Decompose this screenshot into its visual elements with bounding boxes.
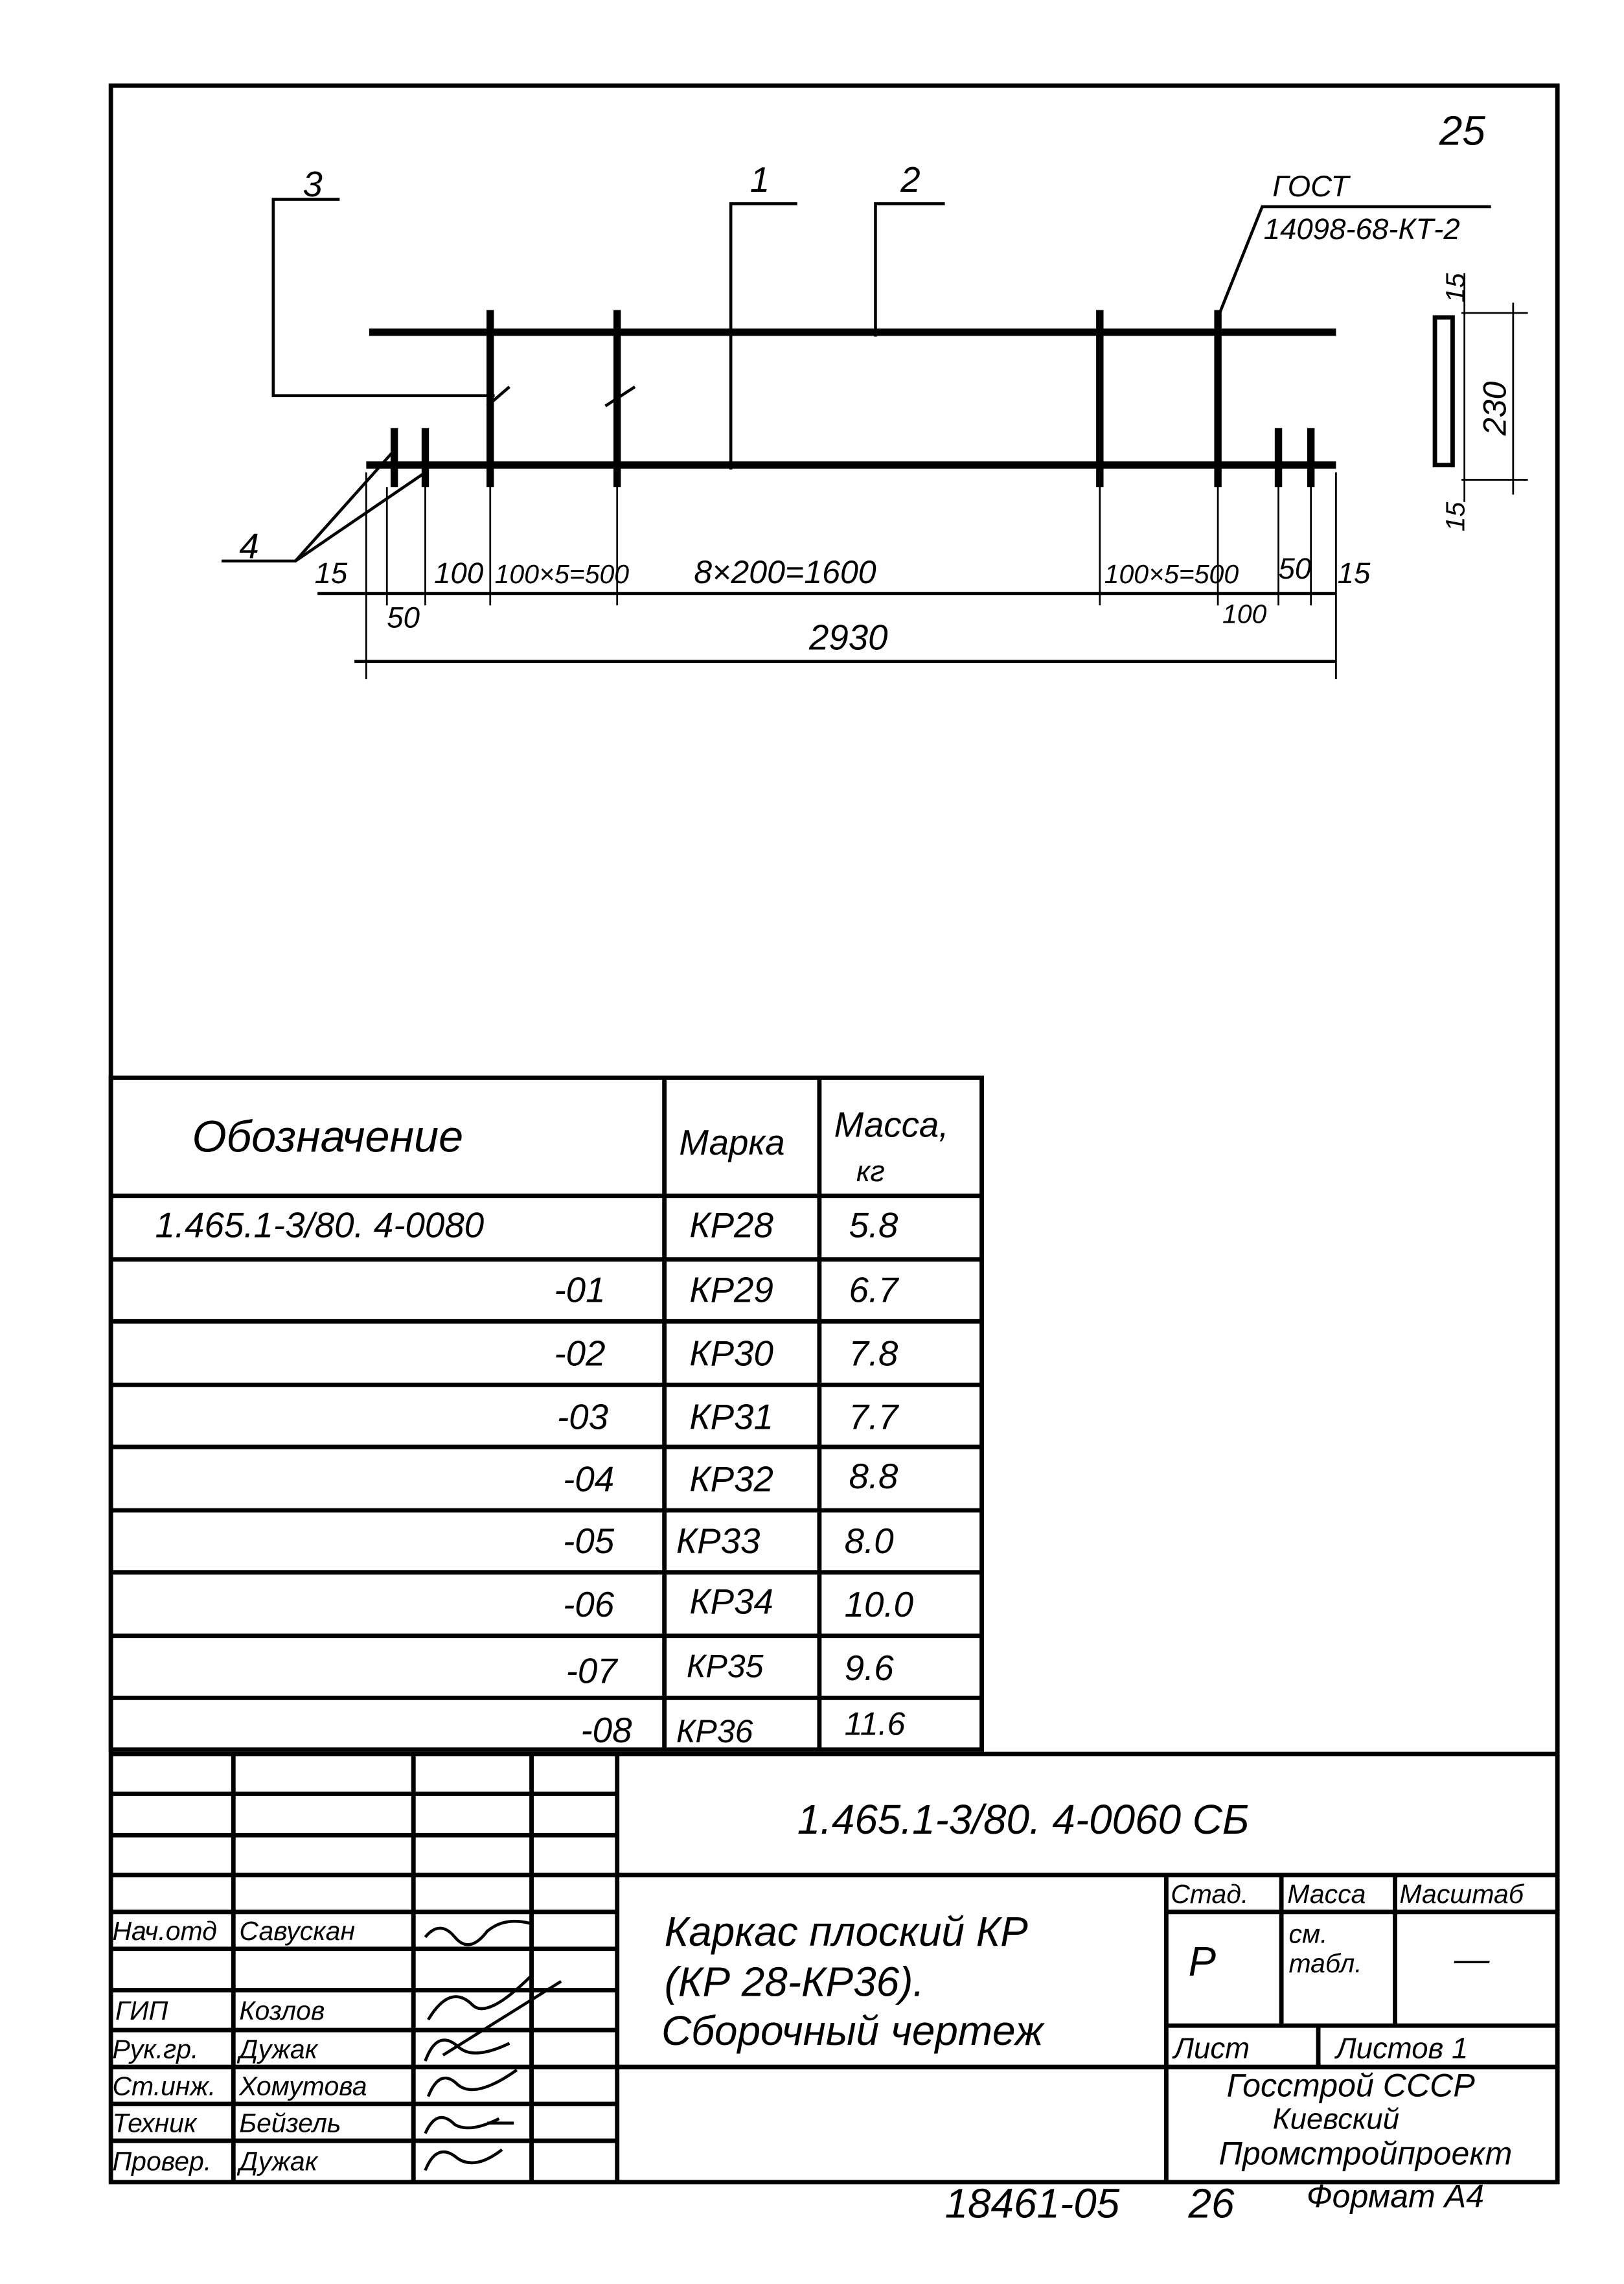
org-line-3: Промстройпроект xyxy=(1218,2135,1513,2172)
dim-100-left: 100 xyxy=(434,557,484,590)
signature-name: Козлов xyxy=(239,1996,325,2026)
row-mark: КР30 xyxy=(689,1333,773,1374)
sheet-label: Лист xyxy=(1173,2031,1250,2065)
row-mark: КР34 xyxy=(689,1581,773,1622)
spec-table xyxy=(111,1078,981,1749)
callout-2: 2 xyxy=(900,159,921,200)
row-mass: 7.7 xyxy=(849,1396,898,1437)
signature-role: ГИП xyxy=(115,1996,168,2026)
frame-drawing xyxy=(222,159,1491,566)
mass-value-2: табл. xyxy=(1288,1948,1362,1979)
signature-role: Провер. xyxy=(112,2146,212,2176)
sheet-number: 25 xyxy=(1439,107,1485,154)
signature-role: Нач.отд xyxy=(112,1916,217,1946)
signature-role: Техник xyxy=(112,2108,197,2138)
row-designation: -05 xyxy=(563,1521,615,1562)
title-line-2: (КР 28-КР36). xyxy=(664,1958,925,2005)
header-mass-unit: кг xyxy=(856,1154,885,1188)
row-designation: -08 xyxy=(580,1709,632,1750)
row-designation: -02 xyxy=(554,1333,606,1374)
document-code: 1.465.1-3/80. 4-0060 СБ xyxy=(797,1796,1250,1843)
signature-name: Дужак xyxy=(239,2034,318,2064)
row-mark: КР28 xyxy=(689,1205,773,1245)
callout-3: 3 xyxy=(303,164,323,205)
section-view xyxy=(1435,273,1528,531)
section-dim-bottom: 15 xyxy=(1440,502,1470,532)
row-mass: 8.8 xyxy=(849,1455,898,1496)
archive-number: 18461-05 xyxy=(944,2180,1120,2227)
dim-50-left: 50 xyxy=(387,601,420,634)
signature-scribbles xyxy=(426,1921,562,2170)
row-designation: -06 xyxy=(563,1584,615,1625)
callout-1: 1 xyxy=(749,159,770,200)
row-mass: 7.8 xyxy=(849,1333,898,1374)
dim-15-left: 15 xyxy=(314,557,348,590)
row-mark: КР35 xyxy=(686,1648,764,1685)
paper-format: Формат А4 xyxy=(1306,2178,1485,2215)
scale-label: Масштаб xyxy=(1399,1879,1524,1909)
row-designation: -04 xyxy=(563,1459,615,1499)
signature-role: Ст.инж. xyxy=(112,2071,216,2101)
scale-value: — xyxy=(1454,1938,1490,1979)
mass-value-1: см. xyxy=(1288,1919,1328,1949)
callout-4: 4 xyxy=(239,525,259,566)
row-mark: КР32 xyxy=(689,1459,773,1499)
title-line-3: Сборочный чертеж xyxy=(661,2007,1044,2054)
leader-3 xyxy=(273,200,495,396)
row-designation: -01 xyxy=(554,1269,606,1310)
footer-page: 26 xyxy=(1188,2180,1235,2227)
row-designation: -03 xyxy=(557,1396,609,1437)
row-designation: -07 xyxy=(566,1650,617,1691)
stage-label: Стад. xyxy=(1171,1879,1249,1909)
title-block xyxy=(111,1754,1557,2182)
row-mass: 11.6 xyxy=(844,1705,906,1742)
signature-name: Хомутова xyxy=(239,2071,367,2101)
signature-name: Дужак xyxy=(239,2146,318,2176)
row-mass: 5.8 xyxy=(849,1205,898,1245)
dim-15-right: 15 xyxy=(1337,557,1371,590)
row-mass: 9.6 xyxy=(844,1648,894,1689)
org-line-1: Госстрой СССР xyxy=(1226,2067,1475,2104)
row-designation: 1.465.1-3/80. 4-0080 xyxy=(155,1205,485,1245)
org-line-2: Киевский xyxy=(1272,2102,1400,2136)
header-mark: Марка xyxy=(679,1122,785,1162)
mass-label: Масса xyxy=(1287,1879,1366,1909)
leader-2 xyxy=(875,203,944,336)
row-mass: 10.0 xyxy=(844,1584,914,1625)
header-mass: Масса, xyxy=(834,1104,949,1145)
signature-name: Савускан xyxy=(239,1916,356,1946)
title-line-1: Каркас плоский КР xyxy=(664,1908,1028,1955)
row-mark: КР31 xyxy=(689,1396,773,1437)
signature-name: Бейзель xyxy=(239,2108,341,2138)
section-dim-top: 15 xyxy=(1440,273,1470,303)
dim-total: 2930 xyxy=(808,617,888,658)
row-mass: 8.0 xyxy=(844,1521,894,1562)
gost-label: ГОСТ xyxy=(1272,170,1349,203)
row-mark: КР36 xyxy=(676,1713,753,1749)
gost-code: 14098-68-КТ-2 xyxy=(1263,213,1460,246)
dim-50-right: 50 xyxy=(1278,552,1312,586)
leader-1 xyxy=(731,203,797,469)
row-mark: КР33 xyxy=(676,1521,761,1562)
header-designation: Обозначение xyxy=(192,1112,464,1162)
row-mark: КР29 xyxy=(689,1269,773,1310)
signature-role: Рук.гр. xyxy=(112,2034,199,2064)
row-mass: 6.7 xyxy=(849,1269,898,1310)
dim-500-left: 100×5=500 xyxy=(494,559,630,590)
sheets-label: Листов 1 xyxy=(1336,2031,1469,2065)
stage-value: Р xyxy=(1188,1937,1217,1985)
dim-500-right: 100×5=500 xyxy=(1104,559,1239,590)
section-dim-height: 230 xyxy=(1476,381,1513,436)
dim-1600: 8×200=1600 xyxy=(694,554,876,591)
dimensions xyxy=(315,472,1371,679)
dim-100-right: 100 xyxy=(1222,599,1267,629)
